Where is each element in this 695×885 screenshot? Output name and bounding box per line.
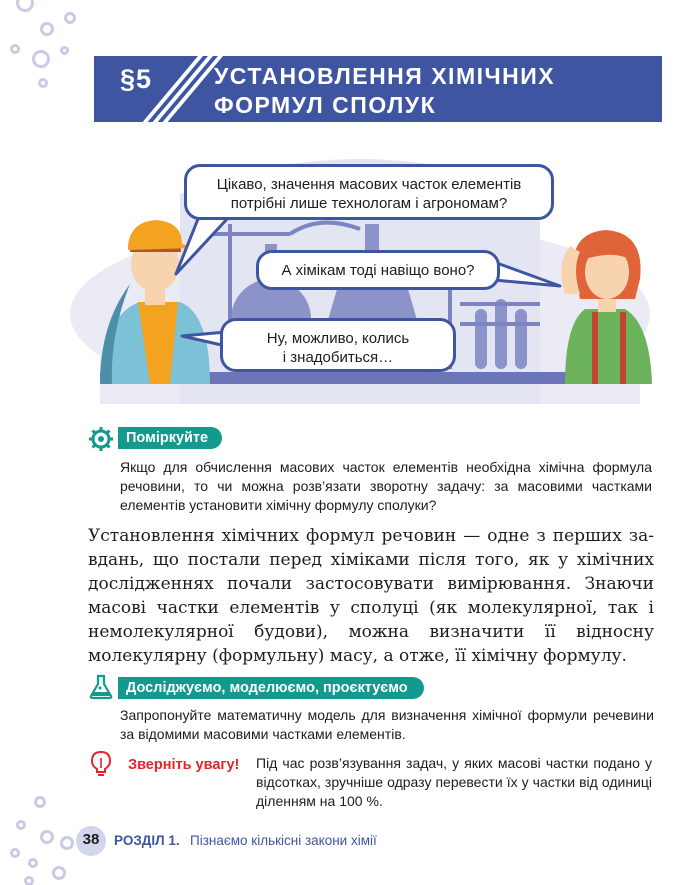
bubble3-line2: і знадобиться… <box>282 349 394 366</box>
ponder-text: Якщо для обчислення масових часток елементів необхідна хімічна формула речовини, то чи можна розв’язати зворотну задачу: за масовими частками елементів установити хімічну формулу сполуки? <box>120 459 652 513</box>
lightbulb-icon <box>90 750 112 778</box>
footer-chapter-title: Пізнаємо кількісні закони хімії <box>190 833 377 848</box>
chapter-title-line2: ФОРМУЛ СПОЛУК <box>214 92 437 118</box>
bubble3-line1: Ну, можливо, колись <box>266 330 410 347</box>
section-number: §5 <box>120 64 153 94</box>
main-paragraph: Установлення хімічних формул речовин — одне з перших завдань, що постали перед хіміками після того, як у хімічних дослідженнях почали застосовувати вимірювання. Знаючи масові частки елементів у сполуці (як молекулярної, так і немолекулярної будови), можна визначити її відносну молекулярну (формульну) масу, а отже, її хімічну формулу. <box>88 526 654 666</box>
bubble2-text: А хімікам тоді навіщо воно? <box>281 262 475 279</box>
flask-icon <box>88 674 114 700</box>
speech-bubble-boy-1 <box>184 164 554 220</box>
bubble1-line2: потрібні лише технологам і агрономам? <box>230 195 508 212</box>
page-number: 38 <box>82 831 100 848</box>
footer-chapter: РОЗДІЛ 1. <box>114 833 180 848</box>
attention-label: Зверніть увагу! <box>128 757 240 773</box>
gears-icon <box>88 426 114 452</box>
research-heading: Досліджуємо, моделюємо, проєктуємо <box>118 677 424 699</box>
bubble1-line1: Цікаво, значення масових часток елементів <box>216 176 522 193</box>
research-text: Запропонуйте математичну модель для визначення хімічної формули речевини за відомими масовими частками елементів. <box>120 707 654 742</box>
ponder-heading: Поміркуйте <box>118 427 222 449</box>
chapter-title-line1: УСТАНОВЛЕННЯ ХІМІЧНИХ <box>214 63 556 89</box>
speech-bubble-girl <box>256 250 500 290</box>
speech-bubble-boy-2 <box>220 318 456 372</box>
attention-text: Під час розв’язування задач, у яких масові частки подано у відсотках, зручніше одразу перевести їх у частки від одиниці діленням на 100 %. <box>256 755 652 809</box>
